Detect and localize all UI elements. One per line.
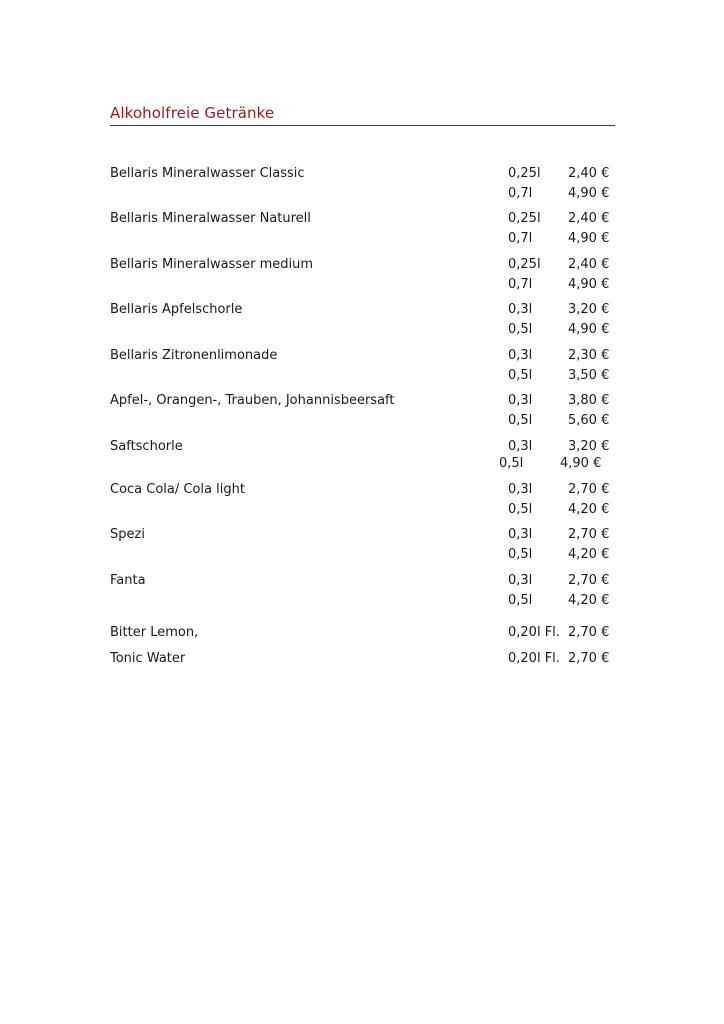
item-name: Bellaris Mineralwasser medium — [110, 257, 314, 272]
item-price: 4,20 € — [568, 547, 610, 562]
item-size: 0,3l — [508, 573, 533, 588]
item-size: 0,5l — [508, 502, 533, 517]
item-size: 0,25l — [508, 166, 541, 181]
item-price: 2,40 € — [568, 257, 610, 272]
title-divider — [110, 125, 615, 126]
item-size: 0,25l — [508, 211, 541, 226]
item-name: Bellaris Mineralwasser Naturell — [110, 211, 311, 226]
item-price: 4,90 € — [568, 277, 610, 292]
item-size: 0,3l — [508, 348, 533, 363]
item-size: 0,3l — [508, 393, 533, 408]
item-name: Bellaris Apfelschorle — [110, 302, 243, 317]
item-price: 5,60 € — [568, 413, 610, 428]
item-size: 0,5l — [499, 456, 524, 471]
item-price: 2,70 € — [568, 625, 610, 640]
item-price: 4,20 € — [568, 593, 610, 608]
item-size: 0,5l — [508, 413, 533, 428]
item-name: Spezi — [110, 527, 145, 542]
item-name: Saftschorle — [110, 439, 183, 454]
item-price: 3,20 € — [568, 302, 610, 317]
item-size: 0,3l — [508, 482, 533, 497]
item-name: Tonic Water — [110, 651, 186, 666]
item-name: Bellaris Zitronenlimonade — [110, 348, 278, 363]
item-size: 0,7l — [508, 231, 533, 246]
section-title: Alkoholfreie Getränke — [110, 104, 275, 122]
item-size: 0,5l — [508, 322, 533, 337]
item-price: 3,80 € — [568, 393, 610, 408]
item-size: 0,25l — [508, 257, 541, 272]
item-name: Coca Cola/ Cola light — [110, 482, 245, 497]
item-price: 2,40 € — [568, 211, 610, 226]
item-name: Bitter Lemon, — [110, 625, 199, 640]
item-size: 0,7l — [508, 186, 533, 201]
item-size: 0,20l Fl. — [508, 651, 560, 666]
item-price: 4,90 € — [568, 186, 610, 201]
item-size: 0,3l — [508, 439, 533, 454]
item-price: 2,30 € — [568, 348, 610, 363]
item-size: 0,5l — [508, 593, 533, 608]
item-name: Fanta — [110, 573, 146, 588]
item-price: 2,40 € — [568, 166, 610, 181]
item-size: 0,5l — [508, 368, 533, 383]
item-name: Bellaris Mineralwasser Classic — [110, 166, 305, 181]
item-price: 2,70 € — [568, 527, 610, 542]
item-size: 0,5l — [508, 547, 533, 562]
item-price: 4,90 € — [568, 322, 610, 337]
item-price: 2,70 € — [568, 482, 610, 497]
item-price: 3,20 € — [568, 439, 610, 454]
item-price: 3,50 € — [568, 368, 610, 383]
item-size: 0,20l Fl. — [508, 625, 560, 640]
item-price: 2,70 € — [568, 573, 610, 588]
item-price: 2,70 € — [568, 651, 610, 666]
item-price: 4,90 € — [568, 231, 610, 246]
item-size: 0,3l — [508, 527, 533, 542]
item-size: 0,3l — [508, 302, 533, 317]
item-name: Apfel-, Orangen-, Trauben, Johannisbeersaft — [110, 393, 395, 408]
item-price: 4,90 € — [560, 456, 602, 471]
item-price: 4,20 € — [568, 502, 610, 517]
item-size: 0,7l — [508, 277, 533, 292]
